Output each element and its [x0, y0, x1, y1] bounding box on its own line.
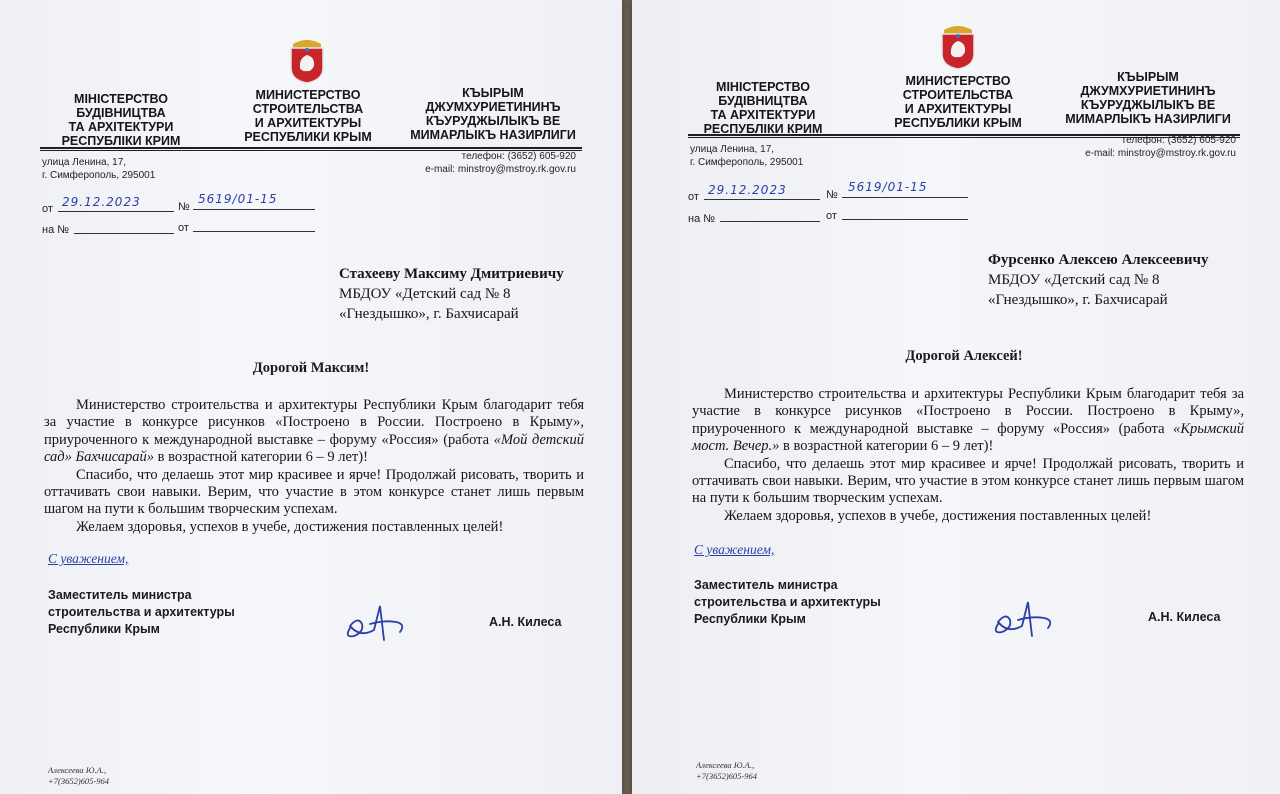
- date-handwritten: 29.12.2023: [708, 183, 787, 197]
- addressee-name: Фурсенко Алексею Алексеевичу: [988, 252, 1209, 268]
- paragraph-1: [44, 397, 584, 467]
- signer-title: Заместитель министра строительства и архитектуры Республики Крым: [694, 578, 881, 626]
- ministry-name-uk: МІНІСТЕРСТВО БУДІВНИЦТВА ТА АРХІТЕКТУРИ РЕСПУБЛІКИ КРИМ: [703, 80, 823, 136]
- signer-title: Заместитель министра строительства и архитектуры Республики Крым: [48, 588, 235, 636]
- paragraph-1-text-a: Министерство строительства и архитектуры Республики Крым благодарит тебя за участие в конкурсе рисунков «Построено в России. Построено в Крыму», приуроченного к международной выставке – форуму «Россия» (работа: [44, 397, 584, 448]
- signature-icon: [988, 594, 1060, 644]
- letter-sheet-left: [0, 0, 622, 794]
- executor-info: Алексеева Ю.А., +7(3652)605-964: [696, 760, 757, 781]
- number-label: №: [178, 201, 190, 213]
- paragraph-1-text-a: Министерство строительства и архитектуры Республики Крым благодарит тебя за участие в конкурсе рисунков «Построено в России. Построено в Крыму», приуроченного к международной выставке – форуму «Россия» (работа: [692, 386, 1244, 437]
- ministry-name-ru: МИНИСТЕРСТВО СТРОИТЕЛЬСТВА И АРХИТЕКТУРЫ РЕСПУБЛИКИ КРЫМ: [244, 88, 372, 144]
- addressee-org-1: МБДОУ «Детский сад № 8: [988, 272, 1160, 288]
- ministry-name-crh: КЪЫРЫМ ДЖУМХУРИЕТИНИНЪ КЪУРУДЖЫЛЫКЪ ВЕ МИМАРЛЫКЪ НАЗИРЛИГИ: [410, 86, 576, 142]
- ref-date-field: [842, 205, 968, 220]
- letter-body: [692, 386, 1244, 525]
- greeting: Дорогой Максим!: [252, 360, 370, 376]
- paragraph-3: Желаем здоровья, успехов в учебе, достижения поставленных целей!: [76, 518, 504, 535]
- artwork-title: «Крымский мост. Вечер.»: [692, 420, 1244, 455]
- ref-date-field: [193, 217, 315, 232]
- ref-label: на №: [688, 213, 716, 225]
- ref-number-field: [720, 207, 820, 222]
- crimea-emblem-icon: [938, 24, 978, 70]
- ministry-address: улица Ленина, 17, г. Симферополь, 295001: [690, 144, 804, 168]
- ref-date-label: от: [178, 222, 189, 234]
- date-label: от: [42, 203, 53, 215]
- ref-label: на №: [42, 224, 70, 236]
- closing-respect: С уважением,: [48, 551, 129, 566]
- ref-date-label: от: [826, 210, 837, 222]
- ministry-name-ru: МИНИСТЕРСТВО СТРОИТЕЛЬСТВА И АРХИТЕКТУРЫ РЕСПУБЛИКИ КРЫМ: [894, 74, 1022, 130]
- date-handwritten: 29.12.2023: [62, 195, 141, 209]
- signer-name: А.Н. Килеса: [1148, 610, 1221, 624]
- addressee-org-1: МБДОУ «Детский сад № 8: [339, 286, 511, 302]
- letter-body: [44, 397, 584, 536]
- number-handwritten: 5619/01-15: [848, 180, 928, 194]
- addressee-name: Стахееву Максиму Дмитриевичу: [339, 266, 564, 282]
- greeting: Дорогой Алексей!: [905, 348, 1023, 364]
- ministry-name-crh: КЪЫРЫМ ДЖУМХУРИЕТИНИНЪ КЪУРУДЖЫЛЫКЪ ВЕ МИМАРЛЫКЪ НАЗИРЛИГИ: [1065, 70, 1231, 126]
- artwork-title: «Мой детский сад» Бахчисарай»: [44, 431, 584, 466]
- number-label: №: [826, 189, 838, 201]
- addressee: [988, 250, 1274, 310]
- number-handwritten: 5619/01-15: [198, 192, 278, 206]
- ministry-contacts: телефон: (3652) 605-920 e-mail: minstroy@mstroy.rk.gov.ru: [1085, 135, 1236, 159]
- letter-sheet-right: [632, 0, 1280, 794]
- paragraph-1: [692, 386, 1244, 456]
- addressee: [339, 264, 609, 324]
- ref-number-field: [74, 219, 174, 234]
- ministry-name-uk: МІНІСТЕРСТВО БУДІВНИЦТВА ТА АРХІТЕКТУРИ РЕСПУБЛІКИ КРИМ: [61, 92, 181, 148]
- date-label: от: [688, 191, 699, 203]
- paragraph-2: Спасибо, что делаешь этот мир красивее и ярче! Продолжай рисовать, творить и оттачивать свои навыки. Верим, что участие в этом конкурсе станет лишь первым шагом на пути к большим творческим успехам.: [692, 455, 1244, 507]
- ministry-address: улица Ленина, 17, г. Симферополь, 295001: [42, 157, 156, 181]
- signature-icon: [340, 598, 412, 648]
- paragraph-3: Желаем здоровья, успехов в учебе, достижения поставленных целей!: [724, 507, 1152, 524]
- paragraph-2: Спасибо, что делаешь этот мир красивее и ярче! Продолжай рисовать, творить и оттачивать свои навыки. Верим, что участие в этом конкурсе станет лишь первым шагом на пути к большим творческим успехам.: [44, 466, 584, 518]
- addressee-org-2: «Гнездышко», г. Бахчисарай: [988, 292, 1168, 308]
- executor-info: Алексеева Ю.А., +7(3652)605-964: [48, 765, 109, 786]
- closing-respect: С уважением,: [694, 542, 775, 557]
- ministry-contacts: телефон: (3652) 605-920 e-mail: minstroy@mstroy.rk.gov.ru: [425, 151, 576, 175]
- crimea-emblem-icon: [287, 38, 327, 84]
- paragraph-1-text-b: в возрастной категории 6 – 9 лет)!: [154, 449, 368, 466]
- signer-name: А.Н. Килеса: [489, 615, 562, 629]
- paragraph-1-text-b: в возрастной категории 6 – 9 лет)!: [779, 438, 994, 455]
- addressee-org-2: «Гнездышко», г. Бахчисарай: [339, 306, 519, 322]
